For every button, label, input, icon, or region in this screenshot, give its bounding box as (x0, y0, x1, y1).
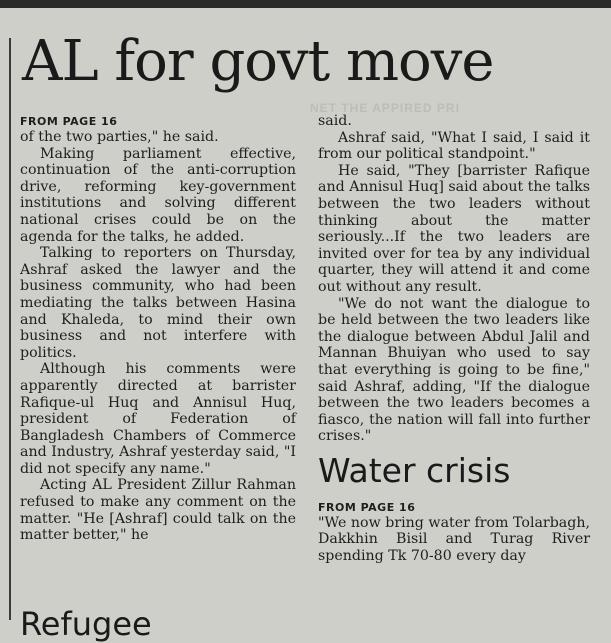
article-paragraph: Talking to reporters on Thursday, Ashraf asked the lawyer and the business community, who had been mediating the talks between Hasina and Khaleda, to mind their own business and not interfere with politics. (20, 245, 296, 361)
water-crisis-kicker: FROM PAGE 16 (318, 500, 416, 514)
article-paragraph: Ashraf said, "What I said, I said it from our political standpoint." (318, 129, 590, 163)
article-paragraph: "We do not want the dialogue to be held between the two leaders like the dialogue between Abdul Jalil and Mannan Bhuiyan who used to say that everything is going to be fine," said Ashraf, adding, "If the dialogue between the two leaders becomes a fiasco, the nation will fall into further crises." (318, 295, 590, 445)
article-column-2 (318, 113, 590, 565)
show-through-text: NET THE APPIRED PRI (310, 101, 460, 115)
article-paragraph: Although his comments were apparently directed at barrister Rafique-ul Huq and Annisul Huq, president of Federation of Bangladesh Chambers of Commerce and Industry, Ashraf yesterday said, "I did not specify any name." (20, 361, 296, 477)
article-paragraph: said. (318, 113, 352, 129)
column-rule (9, 38, 11, 620)
article-paragraph: He said, "They [barrister Rafique and Annisul Huq] said about the talks between the two leaders without thinking about the matter seriously...If the two leaders are invited over for tea by any individual quarter, they will attend it and come out without any result. (318, 162, 590, 295)
next-article-headline (20, 604, 300, 643)
water-crisis-paragraph: "We now bring water from Tolarbagh, Dakkhin Bisil and Turag River spending Tk 70-80 every day (318, 514, 590, 565)
next-article-headline-text: Refugee (20, 605, 152, 643)
water-crisis-headline: Water crisis (318, 450, 511, 490)
top-border-bar (0, 0, 611, 8)
continuation-kicker: FROM PAGE 16 (20, 115, 118, 128)
article-paragraph: Acting AL President Zillur Rahman refused to make any comment on the matter. "He [Ashraf] could talk on the matter better," he (20, 477, 296, 544)
article-column-1 (20, 113, 296, 544)
page-headline: AL for govt move (22, 29, 494, 94)
article-paragraph: Making parliament effective, continuation of the anti-corruption drive, reforming key-government institutions and solving different national crises could be on the agenda for the talks, he added. (20, 145, 296, 245)
article-paragraph: of the two parties," he said. (20, 129, 219, 145)
